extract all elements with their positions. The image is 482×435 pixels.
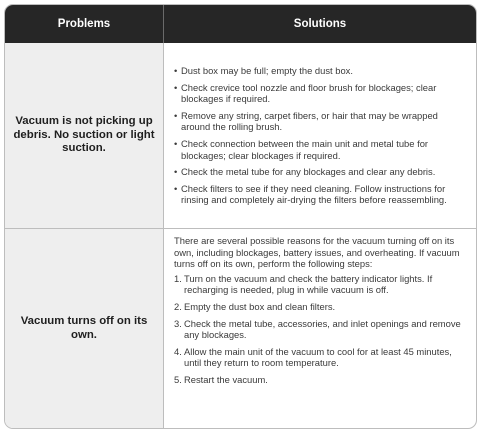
solution-bullet-list [174, 65, 466, 206]
solution-intro: There are several possible reasons for the vacuum turning off on its own, including blockages, battery issues, and overheating. If vacuum turns off on its own, perform the following steps: [174, 235, 460, 270]
table-row [5, 43, 476, 229]
bullet-icon: • [174, 166, 178, 178]
list-item: 2. Empty the dust box and clean filters. [174, 300, 336, 312]
bullet-icon: • [174, 65, 178, 76]
bullet-icon: • [174, 109, 178, 121]
bullet-icon: • [174, 137, 178, 149]
solution-cell [164, 229, 476, 428]
list-item: 5. Restart the vacuum. [174, 373, 268, 385]
bullet-icon: • [174, 182, 178, 194]
troubleshooting-table [4, 4, 477, 429]
header-solutions: Solutions [293, 18, 347, 30]
list-item: 1. Turn on the vacuum and check the battery indicator lights. If recharging is needed, plug in while vacuum is off. [174, 272, 433, 296]
solution-cell [164, 43, 476, 228]
solution-steps-list [174, 273, 466, 386]
list-item: • Check connection between the main unit and metal tube for blockages; clear blockages if required. [174, 137, 429, 161]
list-item: • Check the metal tube for any blockages and clear any debris. [174, 166, 436, 178]
table-row [5, 229, 476, 428]
problem-cell: Vacuum turns off on its own. [5, 229, 164, 428]
header-problems: Problems [5, 5, 164, 43]
list-item: • Check filters to see if they need cleaning. Follow instructions for rinsing and completely air-drying the filters before reassembling. [174, 182, 447, 206]
bullet-icon: • [174, 81, 178, 93]
list-item: 3. Check the metal tube, accessories, and inlet openings and remove any blockages. [174, 317, 461, 341]
list-item: • Dust box may be full; empty the dust box. [174, 65, 353, 76]
list-item: • Check crevice tool nozzle and floor brush for blockages; clear blockages if required. [174, 81, 437, 105]
problem-cell: Vacuum is not picking up debris. No suction or light suction. [5, 43, 164, 228]
list-item: 4. Allow the main unit of the vacuum to cool for at least 45 minutes, until they return to room temperature. [174, 345, 452, 369]
table-header [5, 5, 476, 43]
list-item: • Remove any string, carpet fibers, or hair that may be wrapped around the rolling brush. [174, 109, 438, 133]
